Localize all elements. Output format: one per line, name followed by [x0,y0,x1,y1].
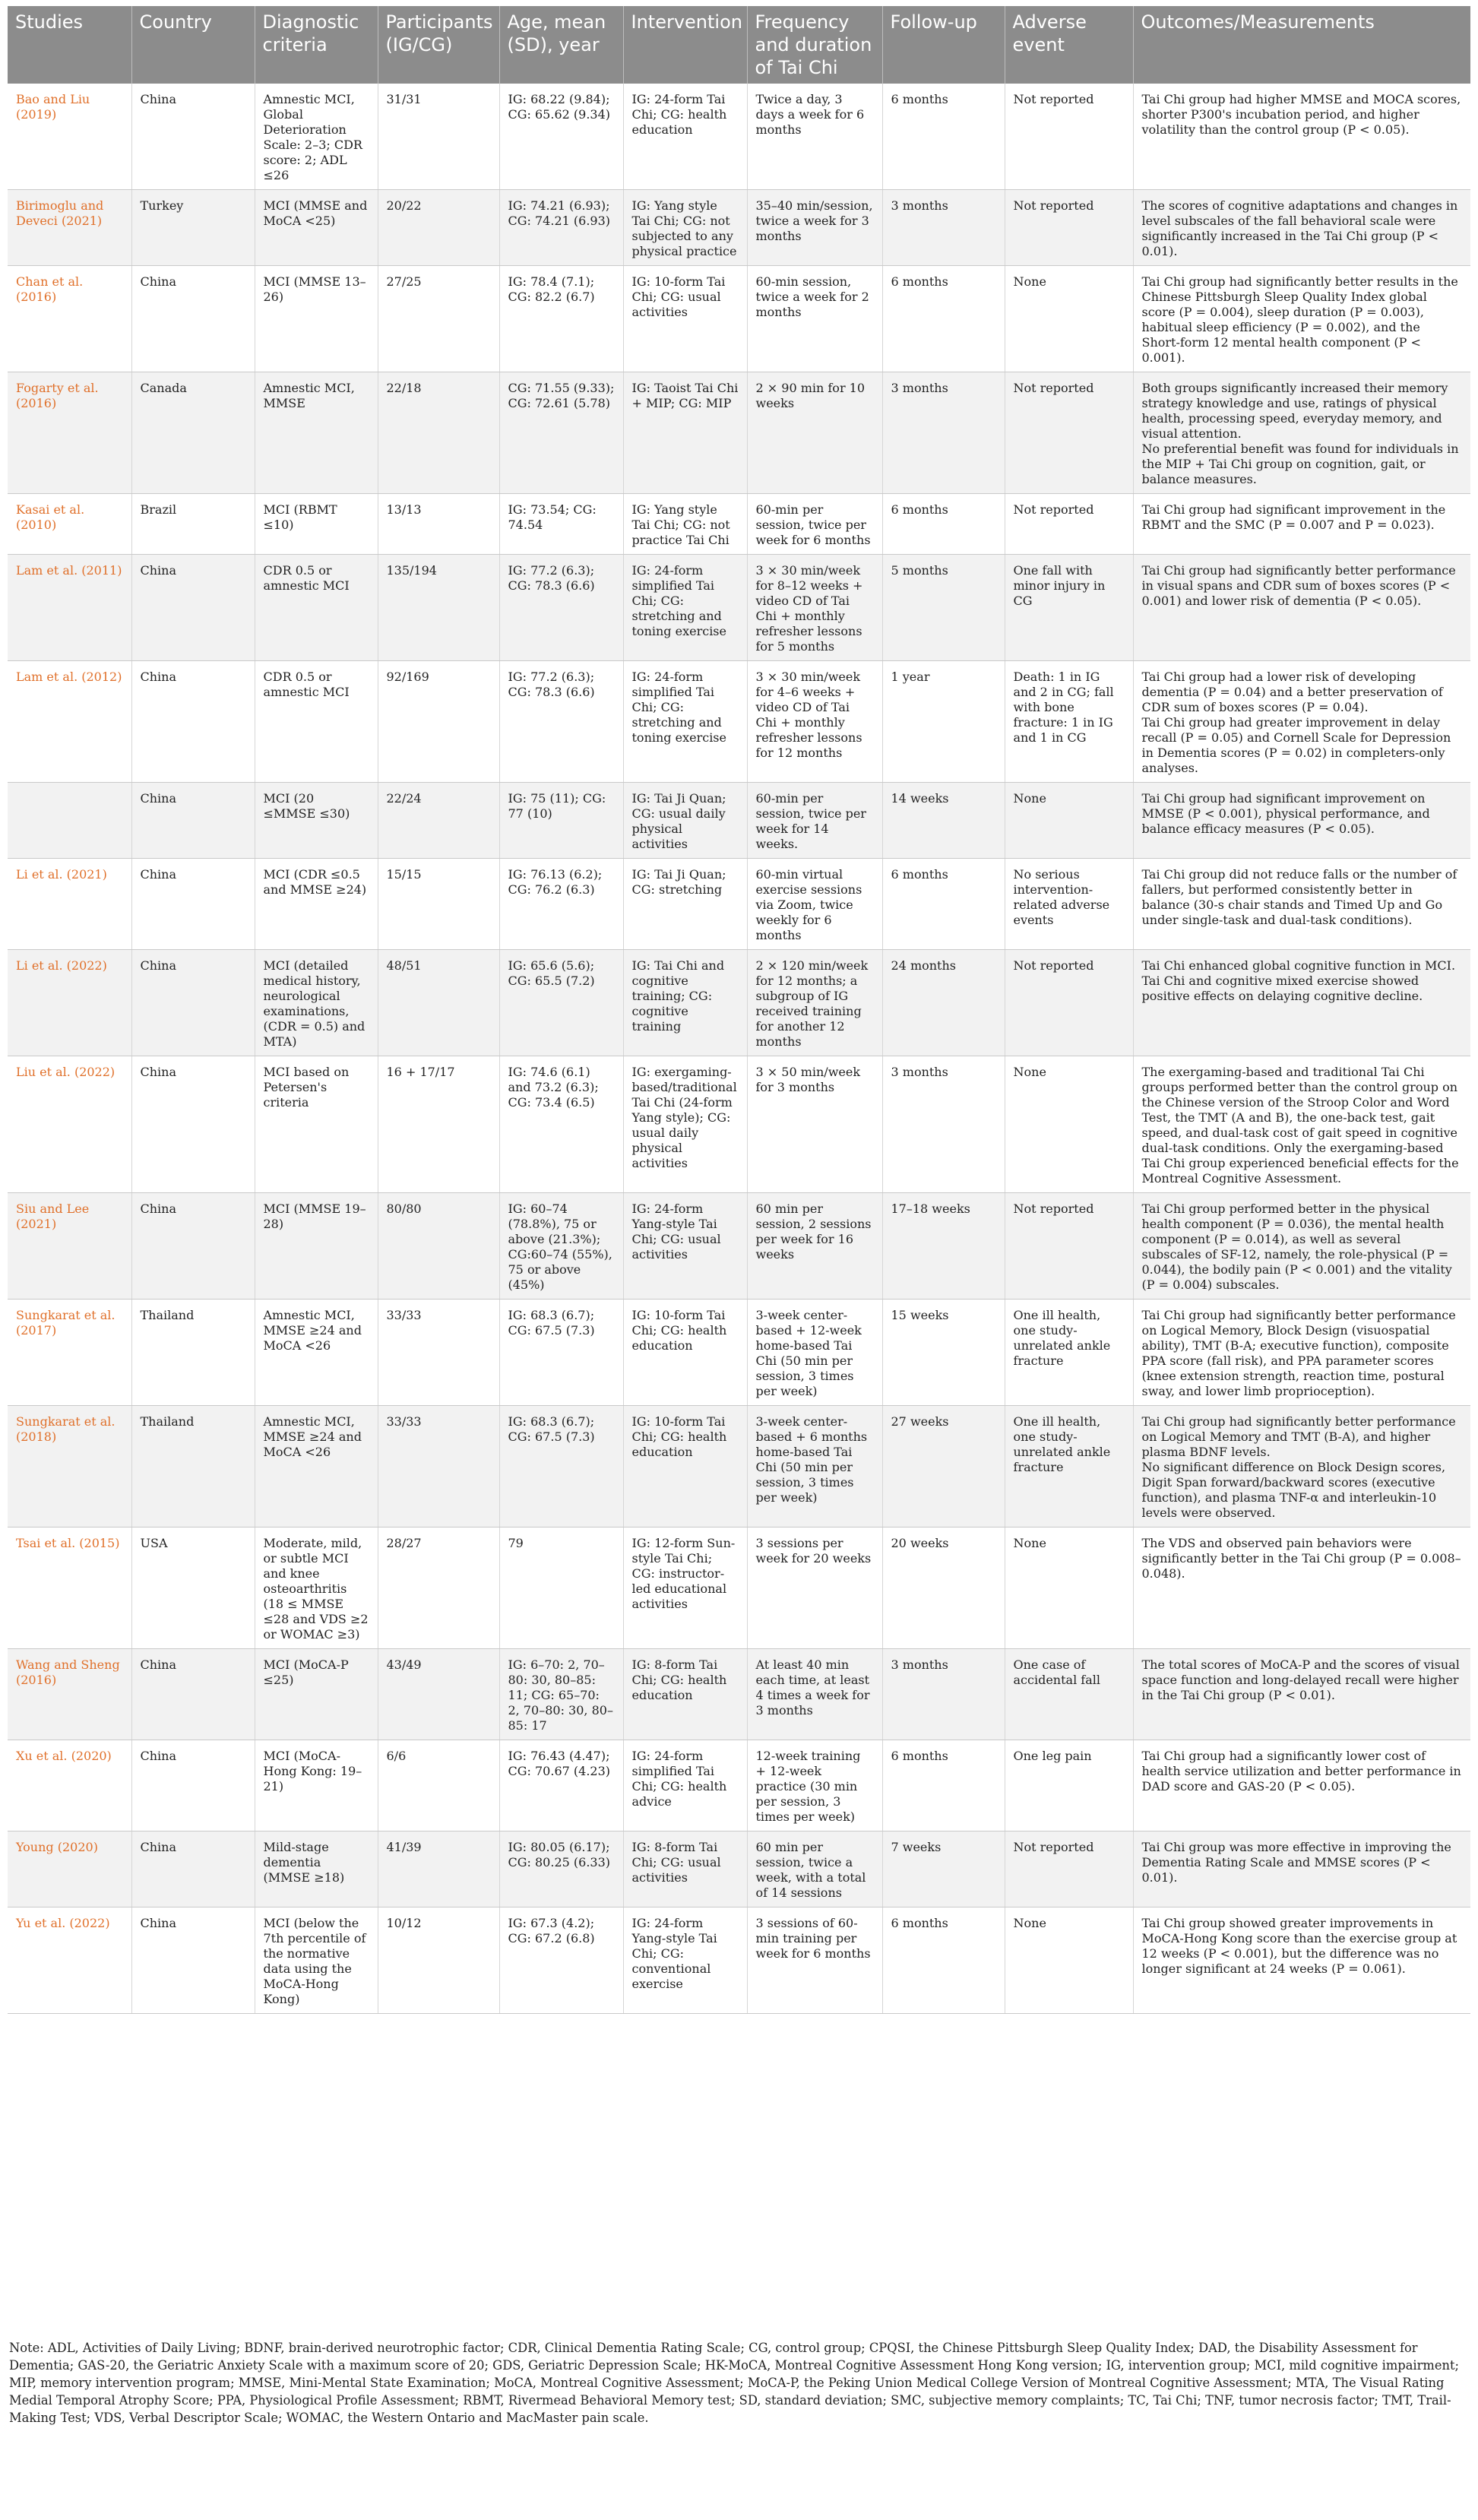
cell-outcomes: Tai Chi group performed better in the physical health component (P = 0.036), the mental health component (P = 0.014), as well as several subscales of SF-12, namely, the role-physical (P = 0.044), the bodily pain (P < 0.001) and the vitality (P = 0.004) subscales. [1133,1193,1470,1300]
cell-participants: 43/49 [378,1649,499,1740]
cell-age: IG: 60–74 (78.8%), 75 or above (21.3%); CG:60–74 (55%), 75 or above (45%) [499,1193,623,1300]
cell-participants: 15/15 [378,859,499,950]
cell-adverse: Not reported [1005,494,1133,555]
cell-country: USA [131,1528,255,1649]
cell-outcomes: Tai Chi group had higher MMSE and MOCA scores, shorter P300's incubation period, and higher volatility than the control group (P < 0.05). [1133,84,1470,190]
study-link[interactable]: Liu et al. (2022) [8,1056,131,1193]
cell-followup: 7 weeks [882,1831,1005,1907]
cell-country: China [131,783,255,859]
cell-participants: 31/31 [378,84,499,190]
cell-criteria: MCI (CDR ≤0.5 and MMSE ≥24) [255,859,378,950]
cell-adverse: None [1005,1907,1133,2014]
cell-age: IG: 68.22 (9.84); CG: 65.62 (9.34) [499,84,623,190]
cell-criteria: MCI (MoCA-Hong Kong: 19–21) [255,1740,378,1831]
cell-adverse: One case of accidental fall [1005,1649,1133,1740]
cell-participants: 27/25 [378,266,499,372]
cell-country: Thailand [131,1406,255,1528]
cell-intervention: IG: 24-form Tai Chi; CG: health education [623,84,747,190]
cell-frequency: 3-week center-based + 12-week home-based Tai Chi (50 min per session, 3 times per week) [747,1300,882,1406]
table-row [8,84,1470,190]
cell-criteria: MCI (RBMT ≤10) [255,494,378,555]
cell-followup: 3 months [882,190,1005,266]
cell-intervention: IG: Yang style Tai Chi; CG: not practice Tai Chi [623,494,747,555]
cell-adverse: Not reported [1005,84,1133,190]
cell-outcomes: The scores of cognitive adaptations and changes in level subscales of the fall behavioral scale were significantly increased in the Tai Chi group (P < 0.01). [1133,190,1470,266]
cell-country: China [131,1831,255,1907]
cell-adverse: None [1005,1528,1133,1649]
cell-criteria: MCI (MMSE and MoCA <25) [255,190,378,266]
column-header: Diagnostic criteria [255,6,378,84]
cell-country: Brazil [131,494,255,555]
cell-frequency: 35–40 min/session, twice a week for 3 months [747,190,882,266]
cell-adverse: Not reported [1005,190,1133,266]
cell-adverse: None [1005,783,1133,859]
cell-age: 79 [499,1528,623,1649]
cell-followup: 6 months [882,859,1005,950]
cell-country: China [131,1740,255,1831]
cell-age: IG: 77.2 (6.3); CG: 78.3 (6.6) [499,661,623,783]
cell-followup: 3 months [882,372,1005,494]
cell-criteria: Amnestic MCI, MMSE ≥24 and MoCA <26 [255,1406,378,1528]
cell-country: China [131,266,255,372]
cell-age: CG: 71.55 (9.33); CG: 72.61 (5.78) [499,372,623,494]
cell-age: IG: 80.05 (6.17); CG: 80.25 (6.33) [499,1831,623,1907]
column-header: Country [131,6,255,84]
cell-outcomes: Tai Chi group had significant improvement in the RBMT and the SMC (P = 0.007 and P = 0.023). [1133,494,1470,555]
cell-age: IG: 76.13 (6.2); CG: 76.2 (6.3) [499,859,623,950]
cell-participants: 41/39 [378,1831,499,1907]
cell-intervention: IG: 24-form simplified Tai Chi; CG: stretching and toning exercise [623,555,747,661]
cell-outcomes: Tai Chi group had a lower risk of developing dementia (P = 0.04) and a better preservation of CDR sum of boxes scores (P = 0.04). Tai Chi group had greater improvement in delay recall (P = 0.05) and Cornell Scale for Depression in Dementia scores (P = 0.02) in completers-only analyses. [1133,661,1470,783]
cell-participants: 16 + 17/17 [378,1056,499,1193]
cell-age: IG: 6–70: 2, 70–80: 30, 80–85: 11; CG: 65–70: 2, 70–80: 30, 80–85: 17 [499,1649,623,1740]
cell-age: IG: 74.21 (6.93); CG: 74.21 (6.93) [499,190,623,266]
cell-adverse: Death: 1 in IG and 2 in CG; fall with bone fracture: 1 in IG and 1 in CG [1005,661,1133,783]
cell-country: China [131,1056,255,1193]
cell-intervention: IG: 8-form Tai Chi; CG: usual activities [623,1831,747,1907]
cell-frequency: 3 sessions per week for 20 weeks [747,1528,882,1649]
cell-participants: 13/13 [378,494,499,555]
table-row [8,859,1470,950]
table-row [8,1907,1470,2014]
cell-participants: 22/24 [378,783,499,859]
cell-frequency: 12-week training + 12-week practice (30 min per session, 3 times per week) [747,1740,882,1831]
cell-outcomes: Tai Chi group was more effective in improving the Dementia Rating Scale and MMSE scores (P < 0.01). [1133,1831,1470,1907]
cell-intervention: IG: 10-form Tai Chi; CG: health education [623,1300,747,1406]
cell-outcomes: Both groups significantly increased their memory strategy knowledge and use, ratings of physical health, processing speed, everyday memory, and visual attention. No preferential benefit was found for individuals in the MIP + Tai Chi group on cognition, gait, or balance measures. [1133,372,1470,494]
cell-participants: 22/18 [378,372,499,494]
cell-age: IG: 68.3 (6.7); CG: 67.5 (7.3) [499,1300,623,1406]
table-row [8,266,1470,372]
cell-country: China [131,859,255,950]
study-link [8,783,131,859]
table-row [8,1406,1470,1528]
cell-adverse: Not reported [1005,950,1133,1056]
cell-frequency: 2 × 120 min/week for 12 months; a subgroup of IG received training for another 12 months [747,950,882,1056]
cell-criteria: MCI (below the 7th percentile of the normative data using the MoCA-Hong Kong) [255,1907,378,2014]
cell-country: China [131,84,255,190]
cell-intervention: IG: 12-form Sun-style Tai Chi; CG: instructor-led educational activities [623,1528,747,1649]
cell-criteria: Mild-stage dementia (MMSE ≥18) [255,1831,378,1907]
cell-criteria: CDR 0.5 or amnestic MCI [255,555,378,661]
cell-intervention: IG: Tai Ji Quan; CG: usual daily physical activities [623,783,747,859]
study-link[interactable]: Sungkarat et al. (2017) [8,1300,131,1406]
cell-participants: 20/22 [378,190,499,266]
cell-outcomes: Tai Chi group showed greater improvements in MoCA-Hong Kong score than the exercise group at 12 weeks (P < 0.001), but the difference was no longer significant at 24 weeks (P = 0.061). [1133,1907,1470,2014]
cell-frequency: 60-min virtual exercise sessions via Zoom, twice weekly for 6 months [747,859,882,950]
cell-followup: 6 months [882,1907,1005,2014]
study-link[interactable]: Lam et al. (2011) [8,555,131,661]
table-row [8,494,1470,555]
cell-age: IG: 73.54; CG: 74.54 [499,494,623,555]
cell-followup: 6 months [882,1740,1005,1831]
cell-intervention: IG: 24-form simplified Tai Chi; CG: stretching and toning exercise [623,661,747,783]
cell-age: IG: 78.4 (7.1); CG: 82.2 (6.7) [499,266,623,372]
cell-intervention: IG: 8-form Tai Chi; CG: health education [623,1649,747,1740]
cell-criteria: MCI (MoCA-P ≤25) [255,1649,378,1740]
header-row [8,6,1470,84]
cell-criteria: MCI (MMSE 19–28) [255,1193,378,1300]
cell-criteria: MCI based on Petersen's criteria [255,1056,378,1193]
table-row [8,1528,1470,1649]
cell-adverse: One ill health, one study-unrelated ankle fracture [1005,1300,1133,1406]
study-link[interactable]: Xu et al. (2020) [8,1740,131,1831]
cell-criteria: Amnestic MCI, Global Deterioration Scale: 2–3; CDR score: 2; ADL ≤26 [255,84,378,190]
study-link[interactable]: Chan et al. (2016) [8,266,131,372]
cell-country: China [131,555,255,661]
cell-frequency: 60-min session, twice a week for 2 months [747,266,882,372]
cell-age: IG: 76.43 (4.47); CG: 70.67 (4.23) [499,1740,623,1831]
table-row [8,1193,1470,1300]
cell-criteria: Amnestic MCI, MMSE ≥24 and MoCA <26 [255,1300,378,1406]
cell-intervention: IG: 24-form Yang-style Tai Chi; CG: usual activities [623,1193,747,1300]
column-header: Participants (IG/CG) [378,6,499,84]
cell-intervention: IG: 24-form Yang-style Tai Chi; CG: conventional exercise [623,1907,747,2014]
cell-frequency: At least 40 min each time, at least 4 times a week for 3 months [747,1649,882,1740]
study-link[interactable]: Young (2020) [8,1831,131,1907]
cell-followup: 27 weeks [882,1406,1005,1528]
cell-criteria: Amnestic MCI, MMSE [255,372,378,494]
cell-criteria: MCI (detailed medical history, neurological examinations, (CDR = 0.5) and MTA) [255,950,378,1056]
cell-participants: 6/6 [378,1740,499,1831]
cell-age: IG: 65.6 (5.6); CG: 65.5 (7.2) [499,950,623,1056]
cell-outcomes: The exergaming-based and traditional Tai Chi groups performed better than the control group on the Chinese version of the Stroop Color and Word Test, the TMT (A and B), the one-back test, gait speed, and dual-task cost of gait speed in cognitive dual-task conditions. Only the exergaming-based Tai Chi group experienced beneficial effects for the Montreal Cognitive Assessment. [1133,1056,1470,1193]
cell-outcomes: Tai Chi group had significantly better performance in visual spans and CDR sum of boxes scores (P < 0.001) and lower risk of dementia (P < 0.05). [1133,555,1470,661]
study-link[interactable]: Li et al. (2021) [8,859,131,950]
cell-frequency: 3 × 30 min/week for 8–12 weeks + video CD of Tai Chi + monthly refresher lessons for 5 months [747,555,882,661]
cell-adverse: One fall with minor injury in CG [1005,555,1133,661]
cell-country: Canada [131,372,255,494]
cell-followup: 3 months [882,1056,1005,1193]
cell-participants: 33/33 [378,1406,499,1528]
cell-outcomes: Tai Chi group did not reduce falls or the number of fallers, but performed consistently better in balance (30-s chair stands and Timed Up and Go under single-task and dual-task conditions). [1133,859,1470,950]
cell-outcomes: Tai Chi group had significantly better performance on Logical Memory and TMT (B-A), and higher plasma BDNF levels. No significant difference on Block Design scores, Digit Span forward/backward scores (executive function), and plasma TNF-α and interleukin-10 levels were observed. [1133,1406,1470,1528]
cell-frequency: 3-week center-based + 6 months home-based Tai Chi (50 min per session, 3 times per week) [747,1406,882,1528]
cell-followup: 1 year [882,661,1005,783]
cell-adverse: Not reported [1005,1193,1133,1300]
cell-followup: 24 months [882,950,1005,1056]
column-header: Follow-up [882,6,1005,84]
table-row [8,661,1470,783]
cell-outcomes: Tai Chi group had significant improvement on MMSE (P < 0.001), physical performance, and balance efficacy measures (P < 0.05). [1133,783,1470,859]
table-row [8,1649,1470,1740]
cell-followup: 5 months [882,555,1005,661]
table-row [8,950,1470,1056]
cell-country: China [131,1649,255,1740]
table-footnote: Note: ADL, Activities of Daily Living; BDNF, brain-derived neurotrophic factor; CDR, Clinical Dementia Rating Scale; CG, control group; CPQSI, the Chinese Pittsburgh Sleep Quality Index; DAD, the Disability Assessment for Dementia; GAS-20, the Geriatric Anxiety Scale with a maximum score of 20; GDS, Geriatric Depression Scale; HK-MoCA, Montreal Cognitive Assessment Hong Kong version; IG, intervention group; MCI, mild cognitive impairment; MIP, memory intervention program; MMSE, Mini-Mental State Examination; MoCA, Montreal Cognitive Assessment; MoCA-P, the Peking Union Medical College Version of Montreal Cognitive Assessment; MTA, The Visual Rating Medial Temporal Atrophy Score; PPA, Physiological Profile Assessment; RBMT, Rivermead Behavioral Memory test; SD, standard deviation; SMC, subjective memory complaints; TC, Tai Chi; TNF, tumor necrosis factor; TMT, Trail-Making Test; VDS, Verbal Descriptor Scale; WOMAC, the Western Ontario and MacMaster pain scale. [9,2341,1459,2425]
cell-adverse: One ill health, one study-unrelated ankle fracture [1005,1406,1133,1528]
cell-age: IG: 75 (11); CG: 77 (10) [499,783,623,859]
column-header: Studies [8,6,131,84]
study-link[interactable]: Kasai et al. (2010) [8,494,131,555]
cell-outcomes: Tai Chi group had a significantly lower cost of health service utilization and better performance in DAD score and GAS-20 (P < 0.05). [1133,1740,1470,1831]
cell-frequency: 2 × 90 min for 10 weeks [747,372,882,494]
cell-frequency: 3 × 30 min/week for 4–6 weeks + video CD of Tai Chi + monthly refresher lessons for 12 months [747,661,882,783]
cell-frequency: 3 sessions of 60-min training per week for 6 months [747,1907,882,2014]
study-link[interactable]: Fogarty et al. (2016) [8,372,131,494]
study-link[interactable]: Wang and Sheng (2016) [8,1649,131,1740]
cell-outcomes: The VDS and observed pain behaviors were significantly better in the Tai Chi group (P = 0.008–0.048). [1133,1528,1470,1649]
cell-criteria: MCI (20 ≤MMSE ≤30) [255,783,378,859]
table-row [8,783,1470,859]
cell-intervention: IG: exergaming-based/traditional Tai Chi (24-form Yang style); CG: usual daily physical activities [623,1056,747,1193]
cell-participants: 48/51 [378,950,499,1056]
cell-country: Turkey [131,190,255,266]
column-header: Outcomes/Measurements [1133,6,1470,84]
cell-adverse: Not reported [1005,372,1133,494]
cell-frequency: 60-min per session, twice per week for 14 weeks. [747,783,882,859]
cell-age: IG: 67.3 (4.2); CG: 67.2 (6.8) [499,1907,623,2014]
cell-frequency: 60 min per session, twice a week, with a total of 14 sessions [747,1831,882,1907]
cell-age: IG: 74.6 (6.1) and 73.2 (6.3); CG: 73.4 (6.5) [499,1056,623,1193]
study-link[interactable]: Li et al. (2022) [8,950,131,1056]
table-row [8,555,1470,661]
cell-frequency: 60-min per session, twice per week for 6 months [747,494,882,555]
cell-outcomes: The total scores of MoCA-P and the scores of visual space function and long-delayed recall were higher in the Tai Chi group (P < 0.01). [1133,1649,1470,1740]
cell-followup: 17–18 weeks [882,1193,1005,1300]
table-row [8,1300,1470,1406]
cell-country: China [131,661,255,783]
cell-intervention: IG: 10-form Tai Chi; CG: usual activities [623,266,747,372]
cell-country: Thailand [131,1300,255,1406]
cell-outcomes: Tai Chi group had significantly better results in the Chinese Pittsburgh Sleep Quality Index global score (P = 0.004), sleep duration (P = 0.003), habitual sleep efficiency (P = 0.002), and the Short-form 12 mental health component (P < 0.001). [1133,266,1470,372]
cell-country: China [131,1193,255,1300]
table-row [8,372,1470,494]
study-link[interactable]: Birimoglu and Deveci (2021) [8,190,131,266]
cell-intervention: IG: Yang style Tai Chi; CG: not subjected to any physical practice [623,190,747,266]
cell-adverse: Not reported [1005,1831,1133,1907]
cell-followup: 6 months [882,84,1005,190]
cell-age: IG: 68.3 (6.7); CG: 67.5 (7.3) [499,1406,623,1528]
cell-adverse: No serious intervention-related adverse events [1005,859,1133,950]
cell-adverse: One leg pain [1005,1740,1133,1831]
table-row [8,1740,1470,1831]
cell-participants: 135/194 [378,555,499,661]
cell-criteria: Moderate, mild, or subtle MCI and knee osteoarthritis (18 ≤ MMSE ≤28 and VDS ≥2 or WOMAC ≥3) [255,1528,378,1649]
study-link[interactable]: Sungkarat et al. (2018) [8,1406,131,1528]
cell-followup: 20 weeks [882,1528,1005,1649]
cell-criteria: MCI (MMSE 13–26) [255,266,378,372]
study-link[interactable]: Yu et al. (2022) [8,1907,131,2014]
cell-intervention: IG: Tai Chi and cognitive training; CG: cognitive training [623,950,747,1056]
cell-followup: 6 months [882,494,1005,555]
cell-age: IG: 77.2 (6.3); CG: 78.3 (6.6) [499,555,623,661]
cell-criteria: CDR 0.5 or amnestic MCI [255,661,378,783]
cell-adverse: None [1005,1056,1133,1193]
cell-intervention: IG: 10-form Tai Chi; CG: health education [623,1406,747,1528]
cell-intervention: IG: Taoist Tai Chi + MIP; CG: MIP [623,372,747,494]
cell-country: China [131,1907,255,2014]
cell-followup: 6 months [882,266,1005,372]
table-row [8,1831,1470,1907]
column-header: Frequency and duration of Tai Chi [747,6,882,84]
study-link[interactable]: Bao and Liu (2019) [8,84,131,190]
cell-participants: 28/27 [378,1528,499,1649]
cell-frequency: 60 min per session, 2 sessions per week for 16 weeks [747,1193,882,1300]
cell-participants: 33/33 [378,1300,499,1406]
cell-intervention: IG: 24-form simplified Tai Chi; CG: health advice [623,1740,747,1831]
cell-participants: 92/169 [378,661,499,783]
study-link[interactable]: Siu and Lee (2021) [8,1193,131,1300]
column-header: Intervention [623,6,747,84]
table-row [8,1056,1470,1193]
column-header: Adverse event [1005,6,1133,84]
cell-country: China [131,950,255,1056]
study-link[interactable]: Tsai et al. (2015) [8,1528,131,1649]
cell-frequency: Twice a day, 3 days a week for 6 months [747,84,882,190]
cell-frequency: 3 × 50 min/week for 3 months [747,1056,882,1193]
cell-intervention: IG: Tai Ji Quan; CG: stretching [623,859,747,950]
study-link[interactable]: Lam et al. (2012) [8,661,131,783]
cell-followup: 15 weeks [882,1300,1005,1406]
table-row [8,190,1470,266]
cell-outcomes: Tai Chi group had significantly better performance on Logical Memory, Block Design (visuospatial ability), TMT (B-A; executive function), composite PPA score (fall risk), and PPA parameter scores (knee extension strength, reaction time, postural sway, and lower limb proprioception). [1133,1300,1470,1406]
cell-followup: 14 weeks [882,783,1005,859]
cell-participants: 80/80 [378,1193,499,1300]
cell-followup: 3 months [882,1649,1005,1740]
cell-participants: 10/12 [378,1907,499,2014]
studies-table [8,6,1470,2014]
column-header: Age, mean (SD), year [499,6,623,84]
cell-adverse: None [1005,266,1133,372]
cell-outcomes: Tai Chi enhanced global cognitive function in MCI. Tai Chi and cognitive mixed exercise showed positive effects on delaying cognitive decline. [1133,950,1470,1056]
